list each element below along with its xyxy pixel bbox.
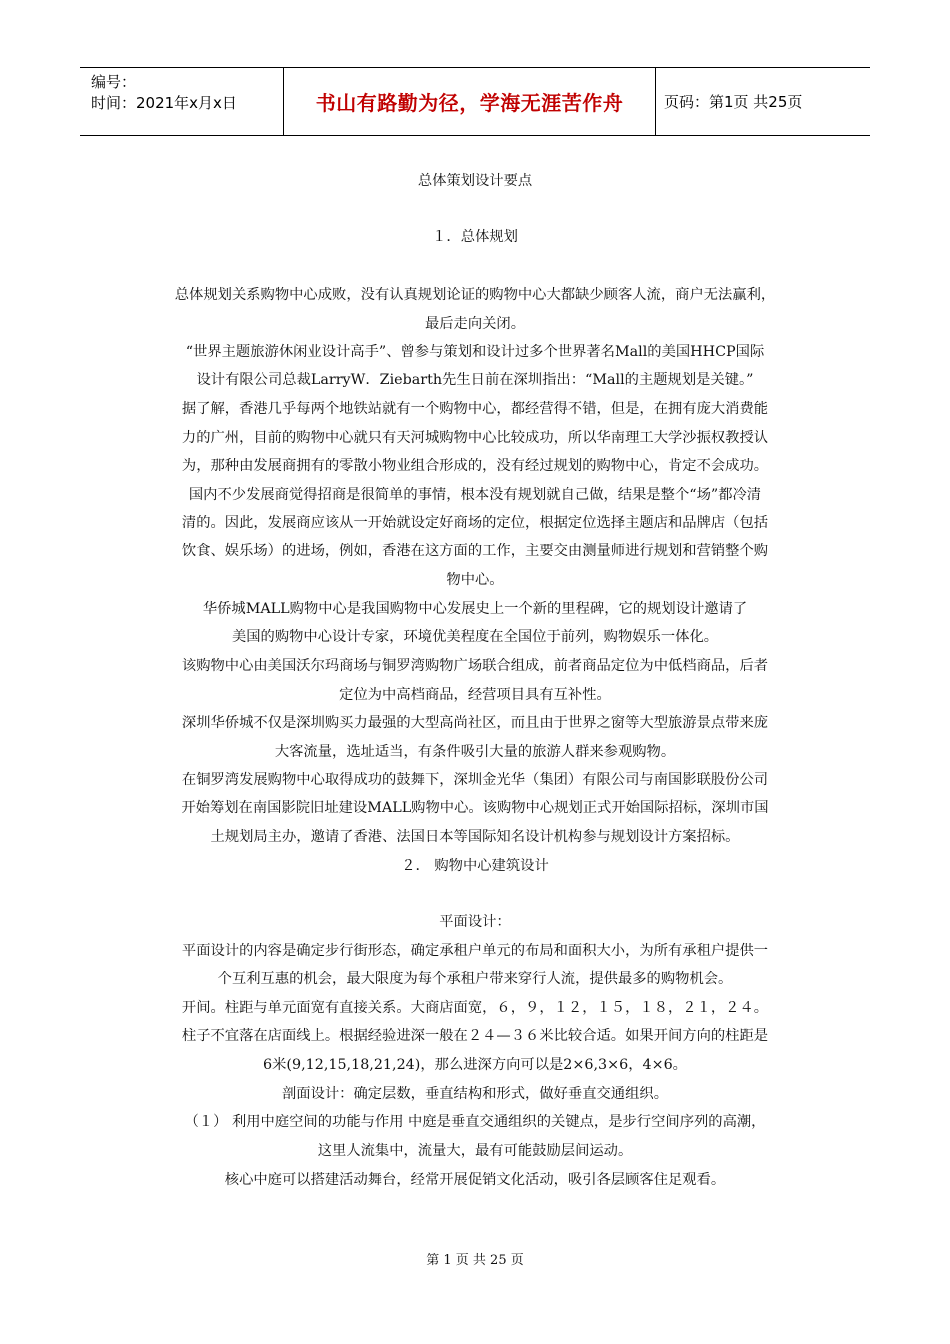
paragraph-line: 个互利互惠的机会，最大限度为每个承租户带来穿行人流，提供最多的购物机会。 [217, 971, 733, 987]
paragraph-line: （１） 利用中庭空间的功能与作用 中庭是垂直交通组织的关键点，是步行空间序列的高潮， [184, 1114, 766, 1130]
paragraph-line: 深圳华侨城不仅是深圳购买力最强的大型高尚社区，而且由于世界之窗等大型旅游景点带来庞 [181, 715, 769, 731]
paragraph-line: 设计有限公司总裁LarryW．Ziebarth先生日前在深圳指出：“Mall的主题规划是关键。” [196, 372, 754, 388]
paragraph-line: 大客流量，选址适当，有条件吸引大量的旅游人群来参观购物。 [274, 744, 676, 760]
paragraph-line: 这里人流集中，流量大，最有可能鼓励层间运动。 [317, 1143, 633, 1159]
paragraph-line: 最后走向关闭。 [424, 316, 526, 332]
paragraph-line: 国内不少发展商觉得招商是很简单的事情，根本没有规划就自己做，结果是整个“场”都冷清 [188, 487, 762, 503]
paragraph-line: 土规划局主办，邀请了香港、法国日本等国际知名设计机构参与规划设计方案招标。 [210, 829, 740, 845]
number-label: 编号： [91, 73, 137, 91]
paragraph-line: 6米(9,12,15,18,21,24)，那么进深方向可以是2×6,3×6，4×6。 [263, 1057, 687, 1073]
paragraph-line: 在铜罗湾发展购物中心取得成功的鼓舞下，深圳金光华（集团）有限公司与南国影联股份公司 [181, 772, 769, 788]
paragraph-line: 清的。因此，发展商应该从一开始就设定好商场的定位，根据定位选择主题店和品牌店（包括 [181, 515, 769, 531]
paragraph-line: 剖面设计：确定层数，垂直结构和形式，做好垂直交通组织。 [281, 1086, 668, 1102]
doc-title: 总体策划设计要点 [417, 173, 533, 189]
paragraph-line: 物中心。 [446, 572, 504, 588]
paragraph-line: 开始筹划在南国影院旧址建设MALL购物中心。该购物中心规划正式开始国际招标，深圳市国 [181, 800, 769, 816]
paragraph-line: “世界主题旅游休闲业设计高手”、曾参与策划和设计过多个世界著名Mall的美国HHCP国际 [185, 344, 765, 360]
paragraph-line: 力的广州，目前的购物中心就只有天河城购物中心比较成功，所以华南理工大学沙振权教授认 [181, 430, 769, 446]
time-label: 时间：2021年x月x日 [91, 94, 237, 112]
paragraph-line: 华侨城MALL购物中心是我国购物中心发展史上一个新的里程碑，它的规划设计邀请了 [202, 601, 748, 617]
section-heading-2: ２． 购物中心建筑设计 [401, 858, 549, 874]
plan-design-title: 平面设计： [439, 914, 511, 930]
paragraph-line: 据了解，香港几乎每两个地铁站就有一个购物中心，都经营得不错，但是，在拥有庞大消费能 [181, 401, 769, 417]
page-footer: 第 1 页 共 25 页 [426, 1253, 524, 1268]
header-motto: 书山有路勤为径，学海无涯苦作舟 [283, 68, 656, 135]
page-header [80, 67, 870, 136]
paragraph-line: 核心中庭可以搭建活动舞台，经常开展促销文化活动，吸引各层顾客住足观看。 [224, 1172, 726, 1188]
header-left-cell [80, 68, 283, 135]
paragraph-line: 为，那种由发展商拥有的零散小物业组合形成的，没有经过规划的购物中心，肯定不会成功。 [181, 458, 769, 474]
paragraph-line: 总体规划关系购物中心成败，没有认真规划论证的购物中心大都缺少顾客人流，商户无法赢利， [174, 287, 776, 303]
paragraph-line: 柱子不宜落在店面线上。根据经验进深一般在２４—３６米比较合适。如果开间方向的柱距是 [181, 1028, 769, 1044]
paragraph-line: 美国的购物中心设计专家，环境优美程度在全国位于前列，购物娱乐一体化。 [231, 629, 719, 645]
paragraph-line: 该购物中心由美国沃尔玛商场与铜罗湾购物广场联合组成，前者商品定位为中低档商品，后者 [181, 658, 769, 674]
paragraph-line: 定位为中高档商品，经营项目具有互补性。 [339, 687, 611, 703]
header-page-info: 页码：第1页 共25页 [664, 93, 803, 111]
section-heading-1: １．总体规划 [432, 229, 518, 245]
paragraph-line: 饮食、娱乐场）的进场，例如，香港在这方面的工作，主要交由测量师进行规划和营销整个购 [181, 543, 769, 559]
paragraph-line: 平面设计的内容是确定步行街形态，确定承租户单元的布局和面积大小，为所有承租户提供一 [181, 943, 769, 959]
paragraph-line: 开间。柱距与单元面宽有直接关系。大商店面宽，６，９，１２，１５，１８，２１，２４。 [181, 1000, 769, 1016]
